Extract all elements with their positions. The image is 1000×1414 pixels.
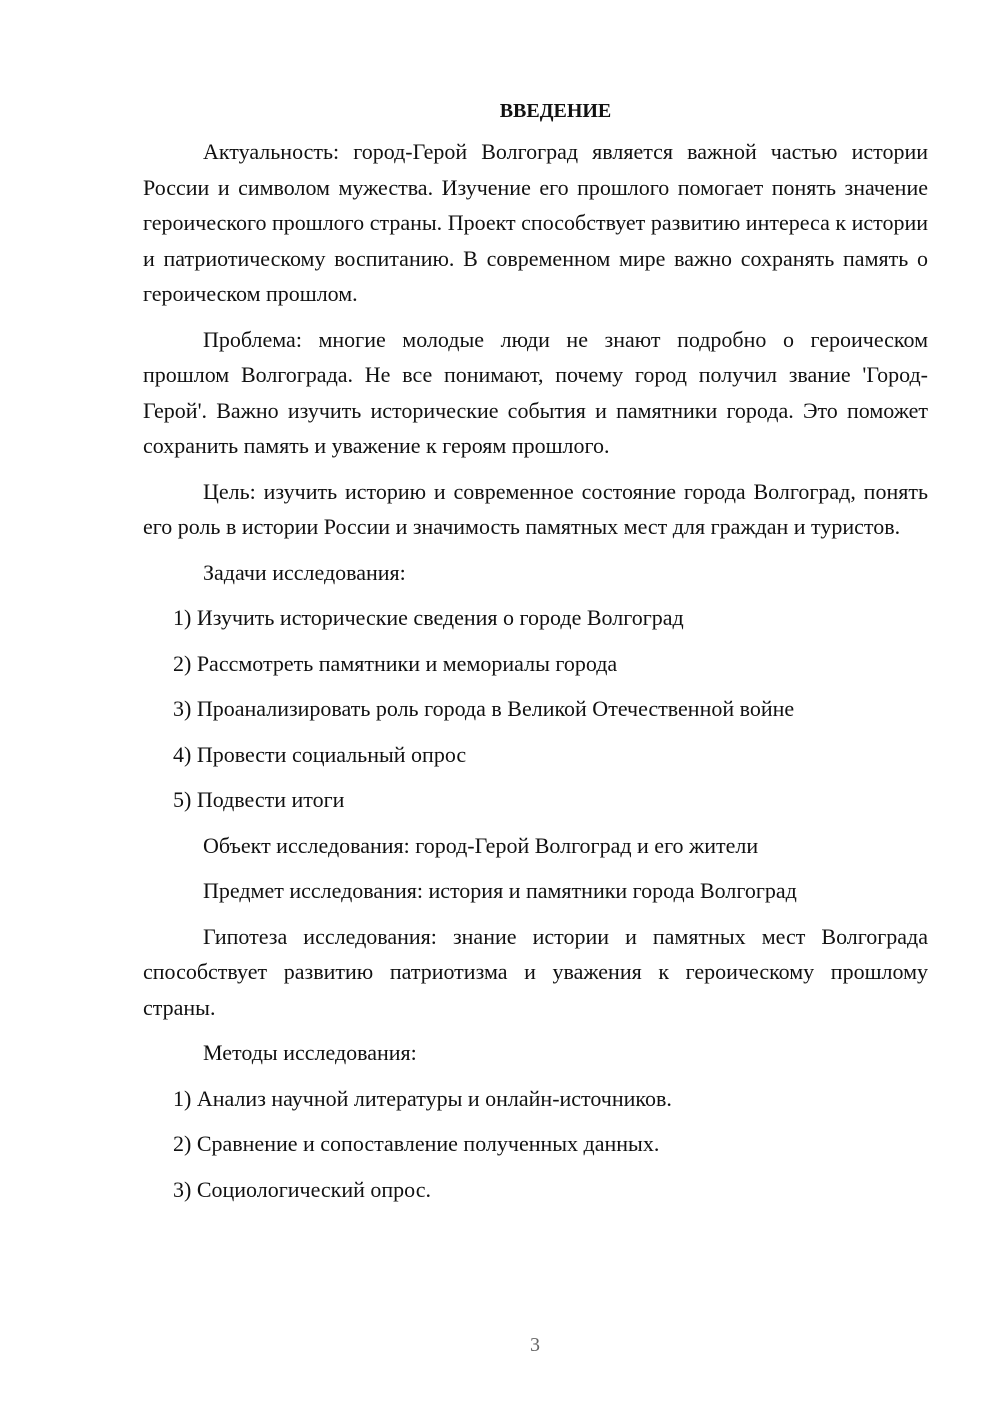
object-line: Объект исследования: город-Герой Волгоград и его жители [203, 832, 759, 858]
list-item: 1) Анализ научной литературы и онлайн-источников. [173, 1085, 672, 1111]
methods-heading: Методы исследования: [203, 1040, 417, 1065]
document-title: ВВЕДЕНИЕ [499, 100, 612, 122]
methods-list [143, 1081, 928, 1208]
list-item: 1) Изучить исторические сведения о городе Волгоград [173, 605, 684, 630]
tasks-heading: Задачи исследования: [203, 559, 406, 585]
problem-paragraph: Проблема: многие молодые люди не знают подробно о героическом прошлом Волгограда. Не все понимают, почему город получил звание 'Город-Герой'. Важно изучить исторические события и памятники города. Это поможет сохранить память и уважение к героям прошлого. [143, 326, 928, 458]
relevance-paragraph: Актуальность: город-Герой Волгоград является важной частью истории России и символом мужества. Изучение его прошлого помогает понять значение героического прошлого страны. Проект способствует развитию интереса к истории и патриотическому воспитанию. В современном мире важно сохранять память о героическом прошлом. [143, 139, 928, 306]
subject-line: Предмет исследования: история и памятники города Волгоград [203, 878, 797, 903]
goal-paragraph: Цель: изучить историю и современное состояние города Волгоград, понять его роль в истории России и значимость памятных мест для граждан и туристов. [143, 478, 928, 539]
list-item: 2) Рассмотреть памятники и мемориалы города [173, 650, 618, 676]
page-number: 3 [530, 1334, 540, 1356]
list-item: 3) Проанализировать роль города в Великой Отечественной войне [173, 696, 795, 721]
list-item: 2) Сравнение и сопоставление полученных данных. [173, 1131, 660, 1156]
hypothesis-paragraph: Гипотеза исследования: знание истории и памятных мест Волгограда способствует развитию патриотизма и уважения к героическому прошлому страны. [143, 923, 928, 1020]
list-item: 3) Социологический опрос. [173, 1176, 431, 1202]
list-item: 5) Подвести итоги [173, 787, 345, 812]
list-item: 4) Провести социальный опрос [173, 741, 467, 767]
tasks-list [143, 600, 928, 818]
